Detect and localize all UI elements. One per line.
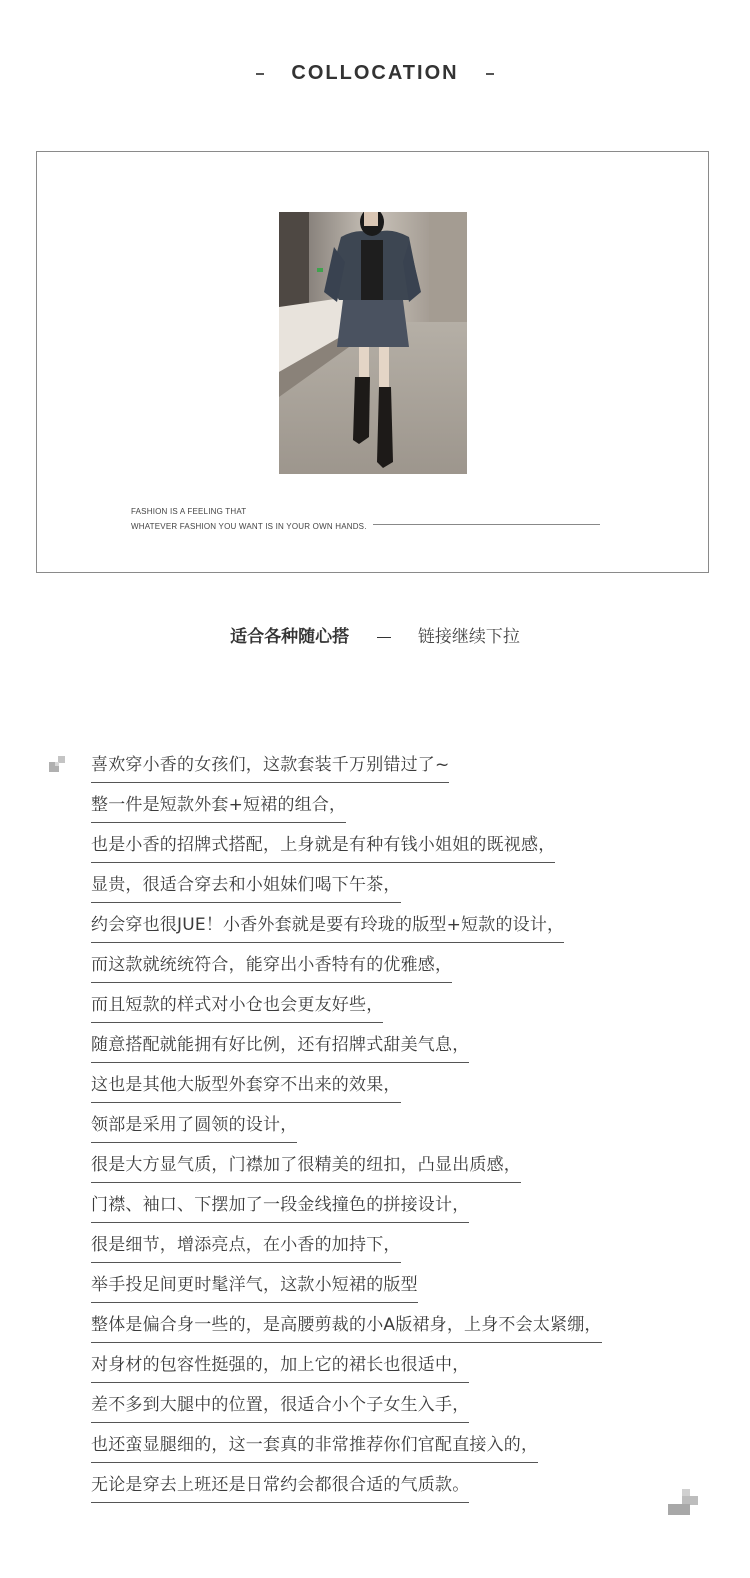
pixel-decoration-icon <box>49 756 65 774</box>
list-item: 整体是偏合身一些的，是高腰剪裁的小A版裙身，上身不会太紧绷， <box>91 1311 602 1351</box>
list-item: 随意搭配就能拥有好比例，还有招牌式甜美气息， <box>91 1031 602 1071</box>
caption-line-1: FASHION IS A FEELING THAT <box>131 507 247 516</box>
list-item: 约会穿也很JUE！小香外套就是要有玲珑的版型+短款的设计， <box>91 911 602 951</box>
list-item: 也还蛮显腿细的，这一套真的非常推荐你们官配直接入的， <box>91 1431 602 1471</box>
list-item: 也是小香的招牌式搭配，上身就是有种有钱小姐姐的既视感， <box>91 831 602 871</box>
list-item: 领部是采用了圆领的设计， <box>91 1111 602 1151</box>
header-dash-right <box>486 73 494 75</box>
subtitle-link-hint: 链接继续下拉 <box>417 627 520 647</box>
fashion-photo <box>279 212 467 474</box>
list-item: 显贵，很适合穿去和小姐妹们喝下午茶， <box>91 871 602 911</box>
list-item: 很是大方显气质，门襟加了很精美的纽扣，凸显出质感， <box>91 1151 602 1191</box>
description-list <box>91 751 602 1511</box>
section-header <box>0 62 750 85</box>
list-item: 整一件是短款外套+短裙的组合， <box>91 791 602 831</box>
list-item: 门襟、袖口、下摆加了一段金线撞色的拼接设计， <box>91 1191 602 1231</box>
list-item: 喜欢穿小香的女孩们，这款套装千万别错过了~ <box>91 751 602 791</box>
list-item: 举手投足间更时髦洋气，这款小短裙的版型 <box>91 1271 602 1311</box>
list-item: 而且短款的样式对小仓也会更友好些， <box>91 991 602 1031</box>
list-item: 无论是穿去上班还是日常约会都很合适的气质款。 <box>91 1471 602 1511</box>
list-item: 对身材的包容性挺强的，加上它的裙长也很适中， <box>91 1351 602 1391</box>
list-item: 差不多到大腿中的位置，很适合小个子女生入手， <box>91 1391 602 1431</box>
header-dash-left <box>256 73 264 75</box>
list-item: 而这款就统统符合，能穿出小香特有的优雅感， <box>91 951 602 991</box>
caption-line-2: WHATEVER FASHION YOU WANT IS IN YOUR OWN HANDS. <box>131 522 367 531</box>
subtitle-row <box>0 622 750 647</box>
caption-divider <box>373 524 600 525</box>
list-item: 这也是其他大版型外套穿不出来的效果， <box>91 1071 602 1111</box>
section-title: COLLOCATION <box>291 62 459 84</box>
subtitle-separator <box>377 637 391 638</box>
subtitle-bold: 适合各种随心搭 <box>230 627 350 647</box>
photo-caption <box>131 504 367 534</box>
list-item: 很是细节，增添亮点，在小香的加持下， <box>91 1231 602 1271</box>
pixel-decoration-icon <box>668 1489 698 1515</box>
